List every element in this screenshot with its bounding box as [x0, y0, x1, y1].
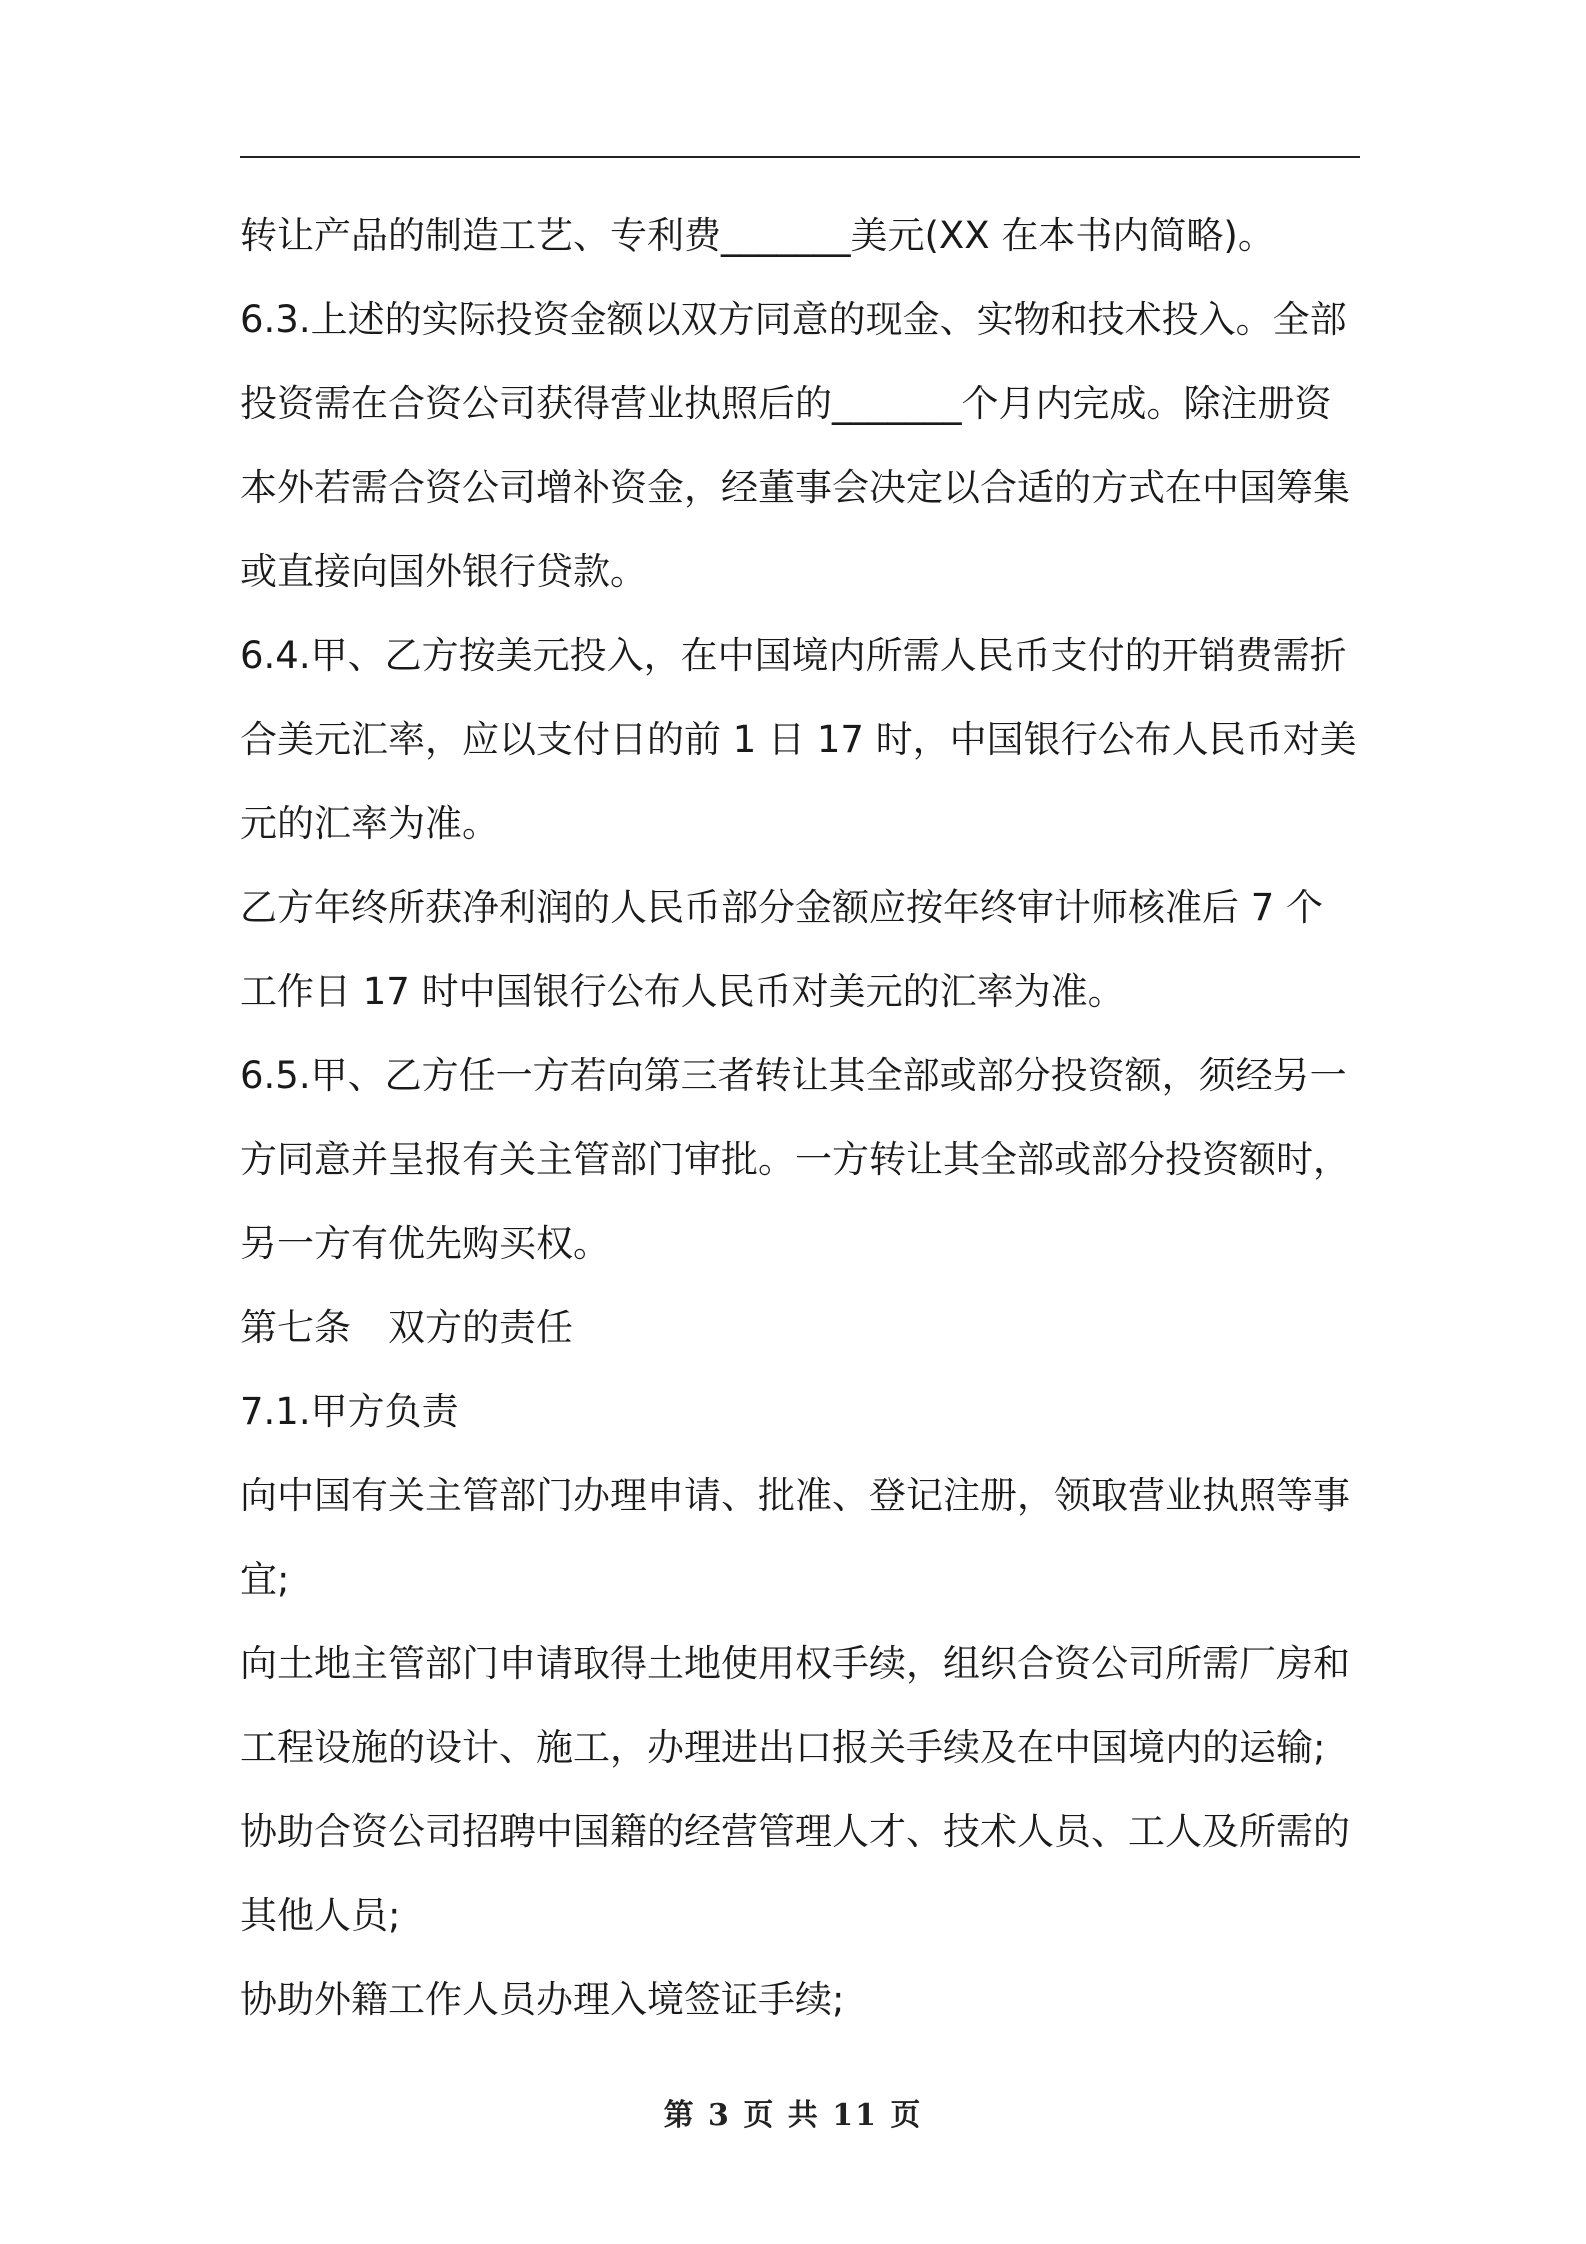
- text-line: 6.5.甲、乙方任一方若向第三者转让其全部或部分投资额，须经另一: [240, 1054, 1347, 1097]
- text-line: 投资需在合资公司获得营业执照后的_______个月内完成。除注册资: [240, 382, 1332, 425]
- subsection-heading: 7.1.甲方负责: [240, 1390, 459, 1433]
- text-line: 工程设施的设计、施工，办理进出口报关手续及在中国境内的运输;: [240, 1726, 1326, 1769]
- text-line: 乙方年终所获净利润的人民币部分金额应按年终审计师核准后 7 个: [240, 886, 1324, 929]
- page-number: 第 3 页 共 11 页: [663, 2098, 923, 2133]
- text-line: 本外若需合资公司增补资金，经董事会决定以合适的方式在中国筹集: [240, 466, 1350, 509]
- text-line: 元的汇率为准。: [240, 802, 499, 845]
- text-line: 另一方有优先购买权。: [240, 1222, 610, 1265]
- header-rule: [240, 156, 1360, 158]
- text-line: 向土地主管部门申请取得土地使用权手续，组织合资公司所需厂房和: [240, 1642, 1350, 1685]
- text-line: 方同意并呈报有关主管部门审批。一方转让其全部或部分投资额时，: [240, 1138, 1350, 1181]
- document-body: [240, 194, 1360, 2042]
- text-line: 6.3.上述的实际投资金额以双方同意的现金、实物和技术投入。全部: [240, 298, 1347, 341]
- text-line: 其他人员;: [240, 1894, 401, 1937]
- text-line: 合美元汇率，应以支付日的前 1 日 17 时，中国银行公布人民币对美: [240, 718, 1357, 761]
- text-line: 工作日 17 时中国银行公布人民币对美元的汇率为准。: [240, 970, 1125, 1013]
- text-line: 宜;: [240, 1558, 290, 1601]
- text-line: 协助合资公司招聘中国籍的经营管理人才、技术人员、工人及所需的: [240, 1810, 1350, 1853]
- text-line: 6.4.甲、乙方按美元投入，在中国境内所需人民币支付的开销费需折: [240, 634, 1347, 677]
- section-heading: 第七条 双方的责任: [240, 1306, 573, 1349]
- text-line: 向中国有关主管部门办理申请、批准、登记注册，领取营业执照等事: [240, 1474, 1350, 1517]
- text-line: 协助外籍工作人员办理入境签证手续;: [240, 1978, 845, 2021]
- text-line: 转让产品的制造工艺、专利费_______美元(XX 在本书内简略)。: [240, 214, 1275, 257]
- text-line: 或直接向国外银行贷款。: [240, 550, 647, 593]
